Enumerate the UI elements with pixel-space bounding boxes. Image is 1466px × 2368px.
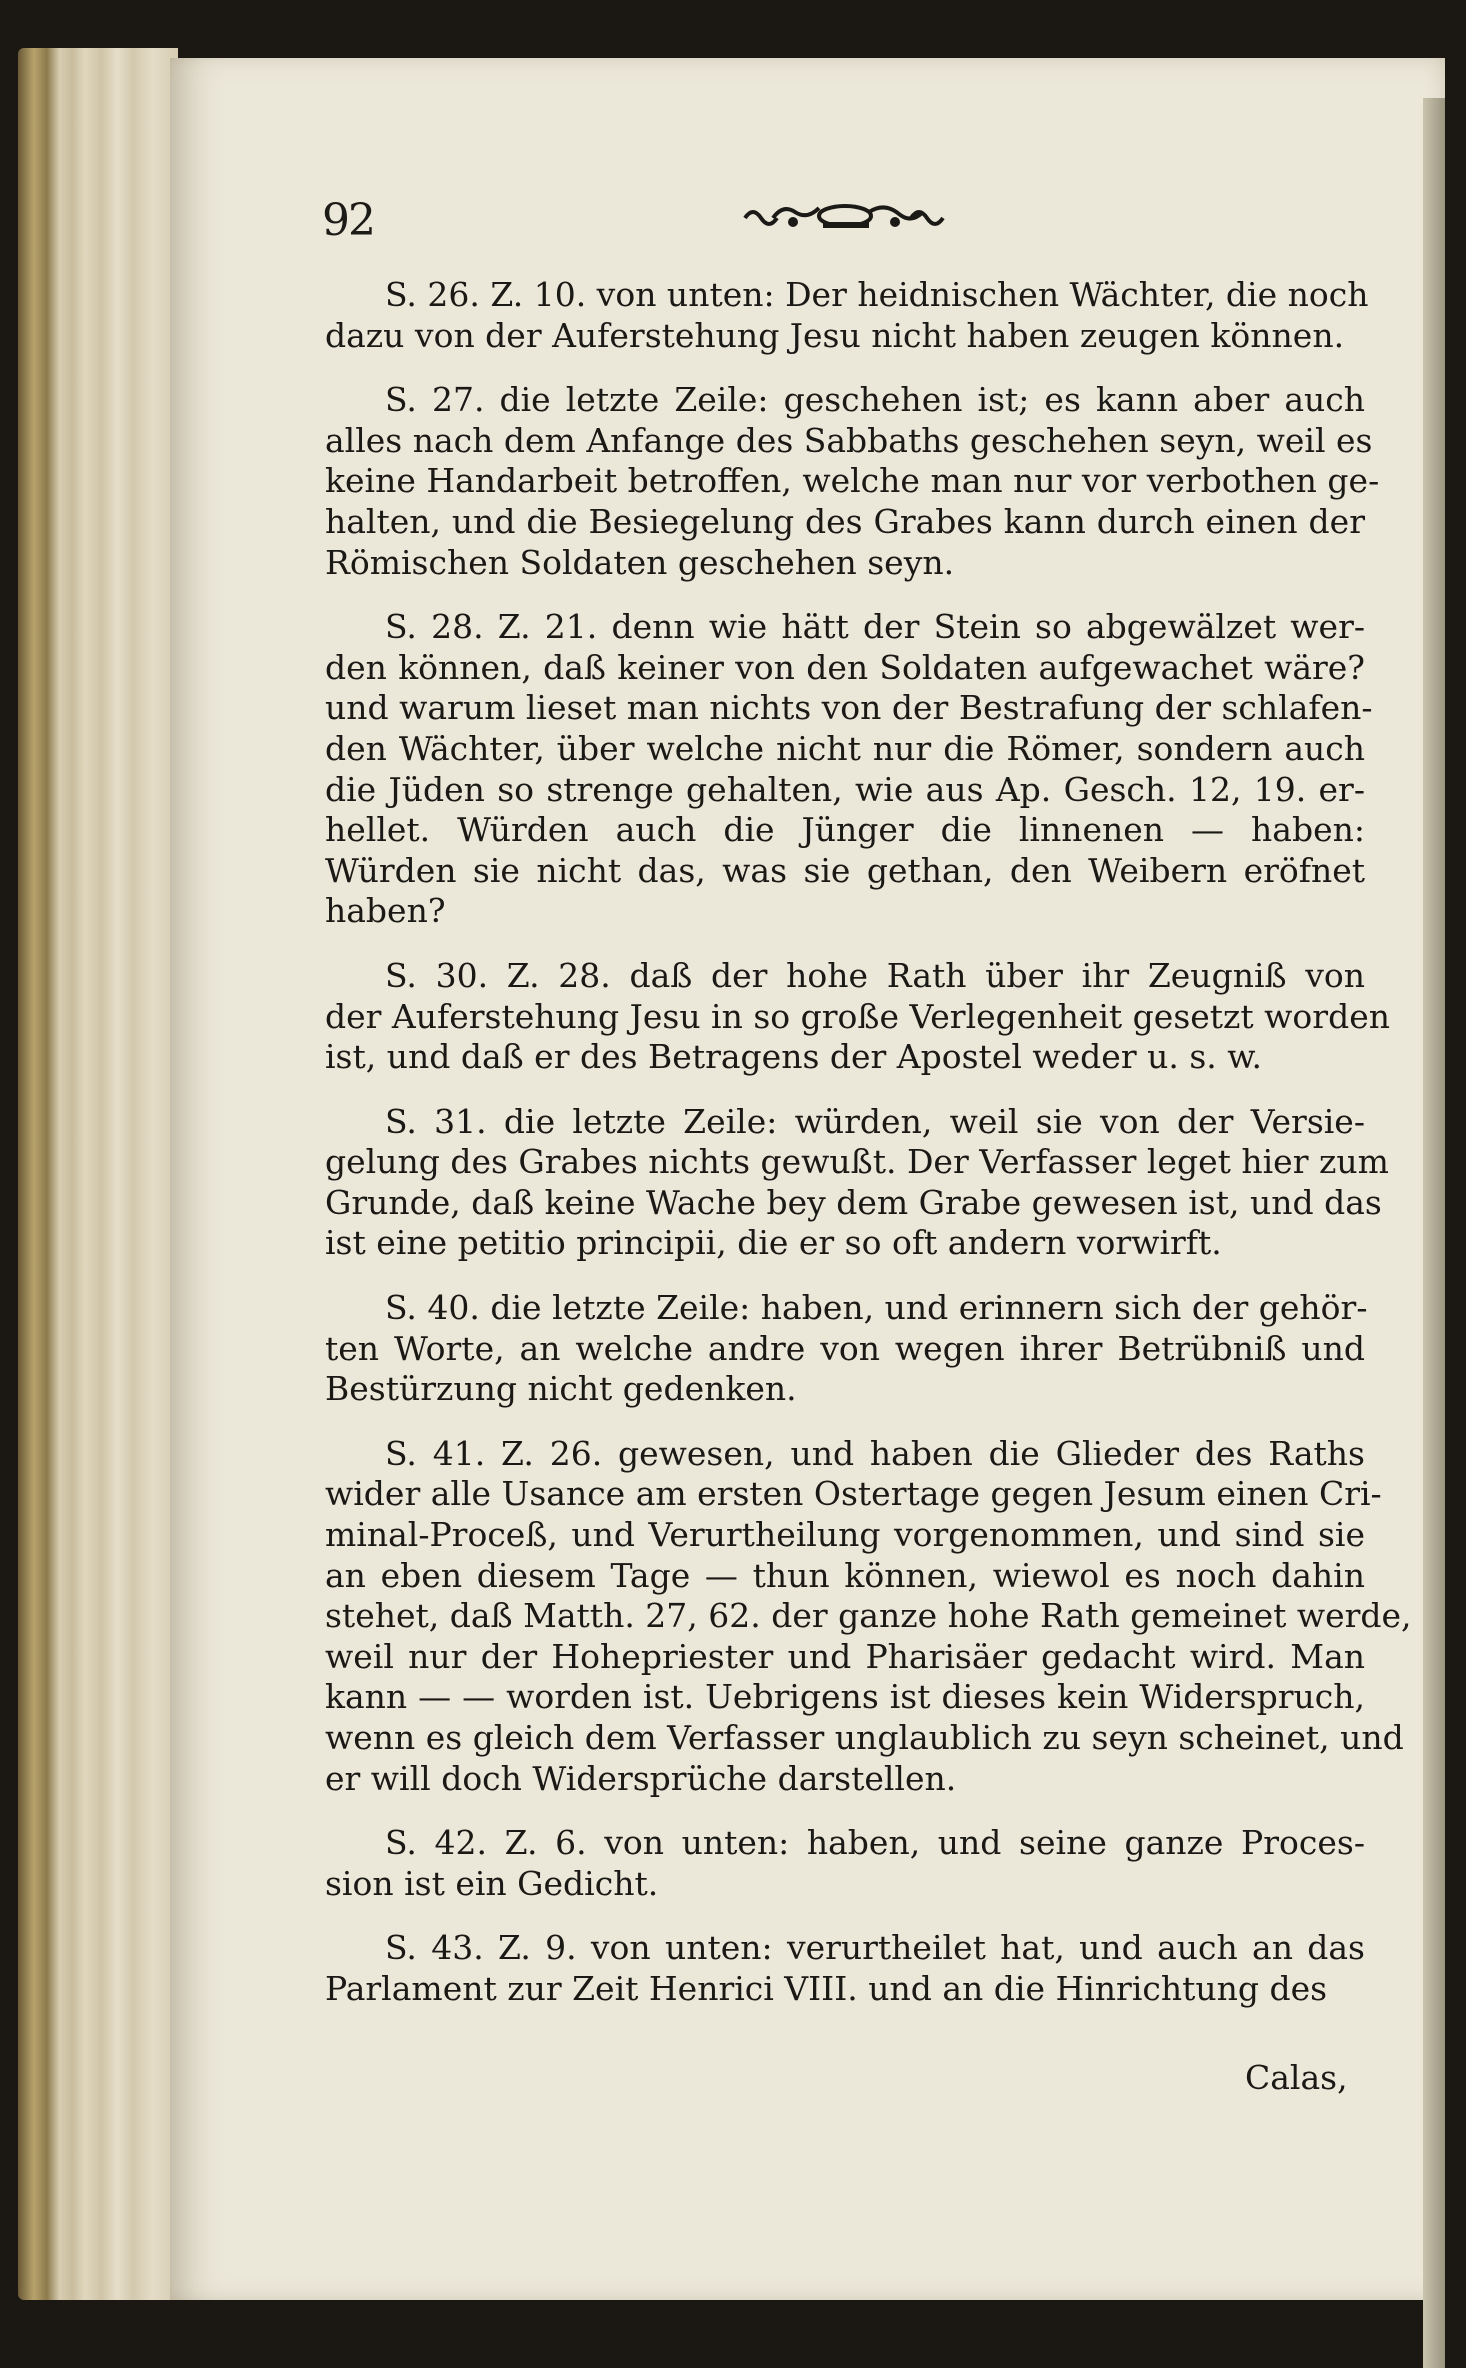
text-line: gelung des Grabes nichts gewußt. Der Verfasser leget hier zum: [325, 1142, 1389, 1182]
paragraph: [325, 1288, 1368, 1410]
text-line: S. 42. Z. 6. von unten: haben, und seine ganze Proces-: [385, 1823, 1365, 1863]
text-line: S. 28. Z. 21. denn wie hätt der Stein so abgewälzet wer-: [385, 607, 1365, 647]
text-line: halten, und die Besiegelung des Grabes kann durch einen der: [325, 501, 1365, 541]
text-line: der Auferstehung Jesu in so große Verlegenheit gesetzt worden: [325, 996, 1390, 1036]
text-line: sion ist ein Gedicht.: [325, 1863, 659, 1903]
text-line: keine Handarbeit betroffen, welche man nur vor verbothen ge-: [325, 461, 1380, 501]
text-line: weil nur der Hohepriester und Pharisäer gedacht wird. Man: [325, 1636, 1365, 1676]
paragraph: [325, 955, 1390, 1078]
text-line: ten Worte, an welche andre von wegen ihrer Betrübniß und: [325, 1328, 1365, 1368]
text-line: wenn es gleich dem Verfasser unglaublich zu seyn scheinet, und: [325, 1718, 1404, 1757]
text-line: S. 27. die letzte Zeile: geschehen ist; es kann aber auch: [385, 380, 1365, 420]
book-page-edges: [18, 48, 178, 2300]
text-line: die Jüden so strenge gehalten, wie aus Ap. Gesch. 12, 19. er-: [325, 769, 1365, 809]
paragraph: [325, 1823, 1365, 1904]
paragraph: [325, 380, 1380, 583]
text-line: S. 30. Z. 28. daß der hohe Rath über ihr Zeugniß von: [385, 955, 1365, 995]
text-line: ist, und daß er des Betragens der Apostel weder u. s. w.: [325, 1037, 1263, 1077]
text-line: stehet, daß Matth. 27, 62. der ganze hohe Rath gemeinet werde,: [325, 1596, 1412, 1636]
text-line: den können, daß keiner von den Soldaten aufgewachet wäre?: [325, 647, 1365, 687]
paragraph: [325, 1928, 1365, 2009]
text-line: er will doch Widersprüche darstellen.: [325, 1758, 957, 1798]
paragraph: [325, 275, 1369, 356]
page-number: 92: [322, 195, 374, 246]
page-body: [325, 275, 1412, 2034]
text-line: Parlament zur Zeit Henrici VIII. und an die Hinrichtung des: [325, 1968, 1328, 2008]
text-line: S. 31. die letzte Zeile: würden, weil sie von der Versie-: [385, 1101, 1365, 1141]
text-line: ist eine petitio principii, die er so oft andern vorwirft.: [325, 1223, 1222, 1263]
text-line: Grunde, daß keine Wache bey dem Grabe gewesen ist, und das: [325, 1182, 1382, 1222]
printer-ornament-icon: [735, 196, 955, 240]
text-line: und warum lieset man nichts von der Bestrafung der schlafen-: [325, 688, 1373, 728]
text-line: minal-Proceß, und Verurtheilung vorgenommen, und sind sie: [325, 1515, 1365, 1555]
text-line: alles nach dem Anfange des Sabbaths geschehen seyn, weil es: [325, 420, 1373, 460]
text-line: S. 43. Z. 9. von unten: verurtheilet hat, und auch an das: [385, 1928, 1365, 1968]
paragraph: [325, 607, 1373, 932]
text-line: hellet. Würden auch die Jünger die linnenen — haben:: [325, 810, 1365, 850]
paragraph: [325, 1433, 1412, 1799]
text-line: Bestürzung nicht gedenken.: [325, 1369, 797, 1409]
text-line: Würden sie nicht das, was sie gethan, den Weibern eröfnet: [325, 850, 1365, 890]
paragraph: [325, 1101, 1389, 1264]
text-line: den Wächter, über welche nicht nur die Römer, sondern auch: [325, 728, 1365, 768]
catchword: Calas,: [1245, 2058, 1348, 2097]
text-line: haben?: [325, 891, 446, 931]
text-line: kann — — worden ist. Uebrigens ist dieses kein Widerspruch,: [325, 1677, 1365, 1717]
text-line: S. 41. Z. 26. gewesen, und haben die Glieder des Raths: [385, 1433, 1365, 1473]
facing-page-edge: [1423, 98, 1445, 2368]
text-line: S. 40. die letzte Zeile: haben, und erinnern sich der gehör-: [385, 1288, 1368, 1328]
text-line: wider alle Usance am ersten Ostertage gegen Jesum einen Cri-: [325, 1474, 1382, 1514]
text-line: S. 26. Z. 10. von unten: Der heidnischen Wächter, die noch: [385, 275, 1369, 314]
text-line: Römischen Soldaten geschehen seyn.: [325, 542, 955, 582]
text-line: an eben diesem Tage — thun können, wiewol es noch dahin: [325, 1555, 1365, 1595]
text-line: dazu von der Auferstehung Jesu nicht haben zeugen können.: [325, 315, 1345, 355]
